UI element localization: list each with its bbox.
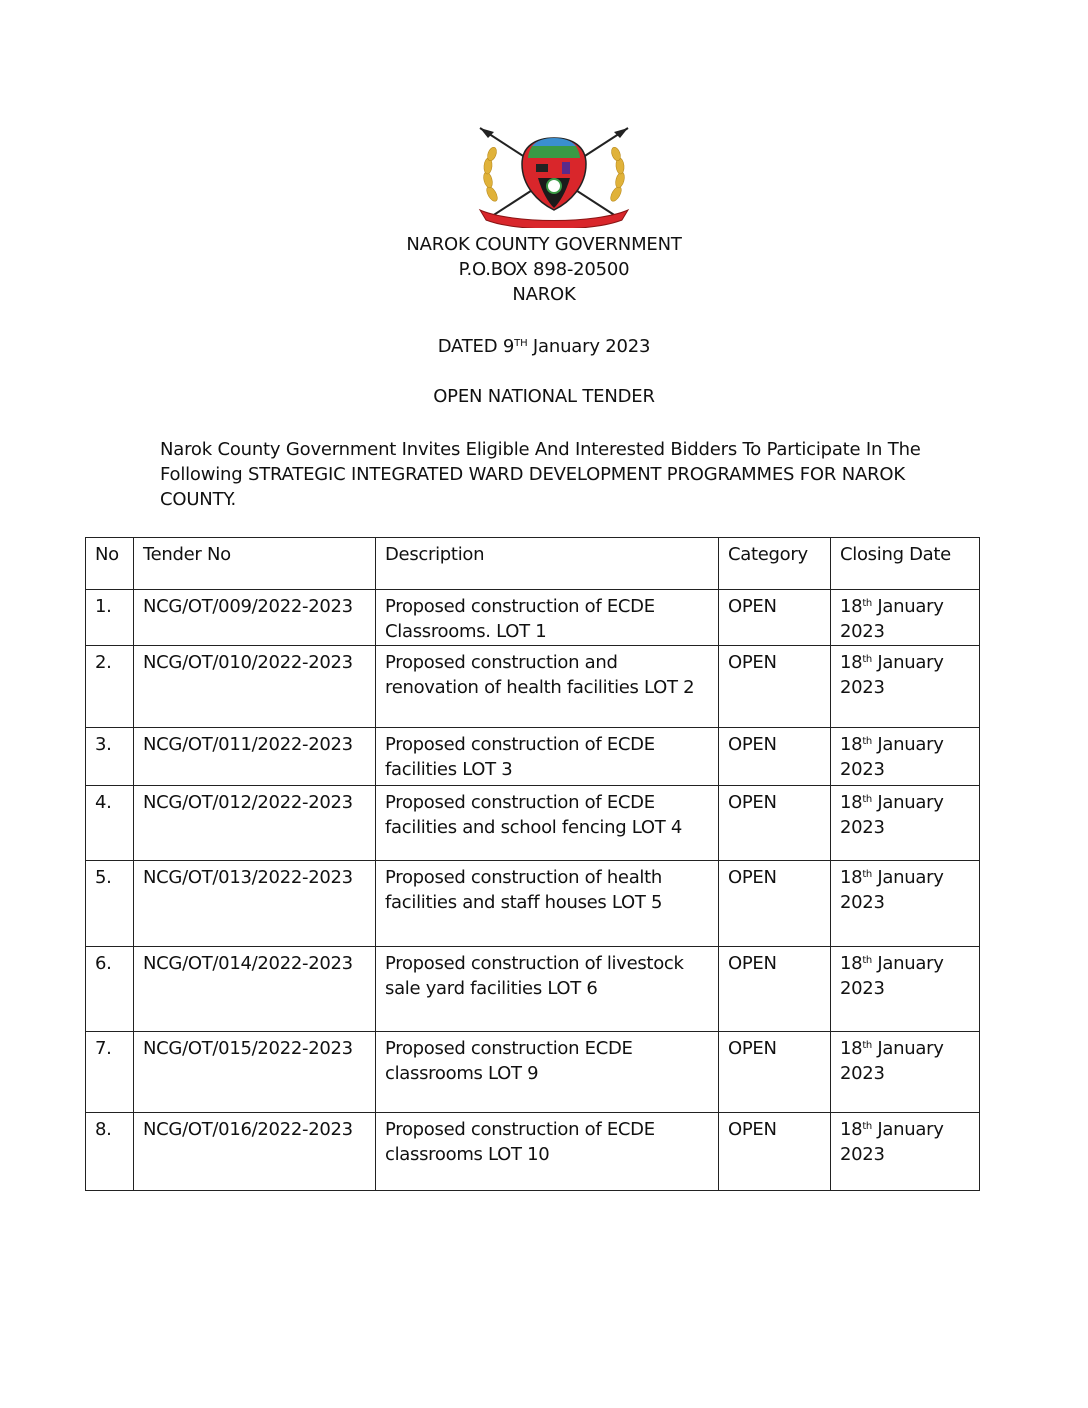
table-header-row [86, 538, 980, 590]
closing-day-suffix: th [862, 1040, 872, 1051]
header-tender-no: Tender No [134, 538, 376, 590]
row-no: 6. [86, 947, 134, 1032]
table-row [86, 947, 980, 1032]
header-closing-date: Closing Date [831, 538, 980, 590]
closing-month: January [871, 792, 944, 813]
closing-year: 2023 [840, 1144, 885, 1165]
closing-year: 2023 [840, 1063, 885, 1084]
org-name: NAROK COUNTY GOVERNMENT [406, 234, 682, 255]
closing-day: 18 [840, 652, 863, 673]
closing-day-suffix: th [862, 736, 872, 747]
closing-day-suffix: th [862, 1121, 872, 1132]
closing-day: 18 [840, 1038, 863, 1059]
table-row [86, 1113, 980, 1191]
row-description: Proposed construction ECDE classrooms LOT 9 [376, 1032, 719, 1113]
row-closing-date [831, 1032, 980, 1113]
row-category: OPEN [719, 646, 831, 728]
row-tender-no: NCG/OT/015/2022-2023 [134, 1032, 376, 1113]
row-closing-date [831, 590, 980, 646]
closing-day-suffix: th [862, 955, 872, 966]
closing-year: 2023 [840, 759, 885, 780]
closing-day: 18 [840, 867, 863, 888]
row-tender-no: NCG/OT/010/2022-2023 [134, 646, 376, 728]
row-category: OPEN [719, 590, 831, 646]
table-row [86, 786, 980, 861]
table-row [86, 861, 980, 947]
closing-year: 2023 [840, 621, 885, 642]
intro-paragraph: Narok County Government Invites Eligible And Interested Bidders To Participate In The Following STRATEGIC INTEGRATED WARD DEVELOPMENT PROGRAMMES FOR NAROK COUNTY. [160, 439, 921, 510]
closing-month: January [871, 596, 944, 617]
closing-day: 18 [840, 1119, 863, 1140]
header-description: Description [376, 538, 719, 590]
closing-year: 2023 [840, 978, 885, 999]
closing-month: January [871, 652, 944, 673]
row-tender-no: NCG/OT/016/2022-2023 [134, 1113, 376, 1191]
closing-month: January [871, 1119, 944, 1140]
town: NAROK [512, 284, 576, 305]
row-no: 8. [86, 1113, 134, 1191]
row-closing-date [831, 947, 980, 1032]
county-coat-of-arms-logo [472, 124, 636, 228]
row-closing-date [831, 646, 980, 728]
row-tender-no: NCG/OT/011/2022-2023 [134, 728, 376, 786]
row-description: Proposed construction of livestock sale yard facilities LOT 6 [376, 947, 719, 1032]
row-category: OPEN [719, 1032, 831, 1113]
closing-month: January [871, 734, 944, 755]
date-prefix: DATED 9 [437, 336, 515, 357]
row-category: OPEN [719, 861, 831, 947]
notice-title: OPEN NATIONAL TENDER [433, 386, 655, 407]
row-closing-date [831, 728, 980, 786]
closing-day-suffix: th [862, 794, 872, 805]
row-no: 4. [86, 786, 134, 861]
closing-day-suffix: th [862, 598, 872, 609]
closing-month: January [871, 867, 944, 888]
row-no: 5. [86, 861, 134, 947]
row-tender-no: NCG/OT/013/2022-2023 [134, 861, 376, 947]
closing-year: 2023 [840, 892, 885, 913]
row-category: OPEN [719, 1113, 831, 1191]
row-description: Proposed construction of ECDE classrooms LOT 10 [376, 1113, 719, 1191]
table-row [86, 728, 980, 786]
row-closing-date [831, 1113, 980, 1191]
table-row [86, 1032, 980, 1113]
po-box: P.O.BOX 898-20500 [458, 259, 630, 280]
closing-day-suffix: th [862, 869, 872, 880]
table-row [86, 590, 980, 646]
closing-month: January [871, 953, 944, 974]
closing-year: 2023 [840, 677, 885, 698]
row-category: OPEN [719, 728, 831, 786]
row-category: OPEN [719, 786, 831, 861]
row-no: 3. [86, 728, 134, 786]
row-tender-no: NCG/OT/014/2022-2023 [134, 947, 376, 1032]
closing-day-suffix: th [862, 654, 872, 665]
header-no: No [86, 538, 134, 590]
row-no: 2. [86, 646, 134, 728]
notice-date [0, 336, 1088, 357]
row-description: Proposed construction of health facilities and staff houses LOT 5 [376, 861, 719, 947]
row-closing-date [831, 786, 980, 861]
closing-day: 18 [840, 596, 863, 617]
date-rest: January 2023 [527, 336, 651, 357]
row-no: 7. [86, 1032, 134, 1113]
row-description: Proposed construction of ECDE Classrooms. LOT 1 [376, 590, 719, 646]
date-superscript: TH [514, 338, 528, 349]
row-tender-no: NCG/OT/009/2022-2023 [134, 590, 376, 646]
row-description: Proposed construction and renovation of health facilities LOT 2 [376, 646, 719, 728]
tender-table [85, 537, 980, 1191]
row-description: Proposed construction of ECDE facilities LOT 3 [376, 728, 719, 786]
row-description: Proposed construction of ECDE facilities and school fencing LOT 4 [376, 786, 719, 861]
row-no: 1. [86, 590, 134, 646]
closing-day: 18 [840, 734, 863, 755]
row-closing-date [831, 861, 980, 947]
closing-day: 18 [840, 953, 863, 974]
closing-year: 2023 [840, 817, 885, 838]
table-row [86, 646, 980, 728]
closing-day: 18 [840, 792, 863, 813]
header-category: Category [719, 538, 831, 590]
row-category: OPEN [719, 947, 831, 1032]
closing-month: January [871, 1038, 944, 1059]
row-tender-no: NCG/OT/012/2022-2023 [134, 786, 376, 861]
